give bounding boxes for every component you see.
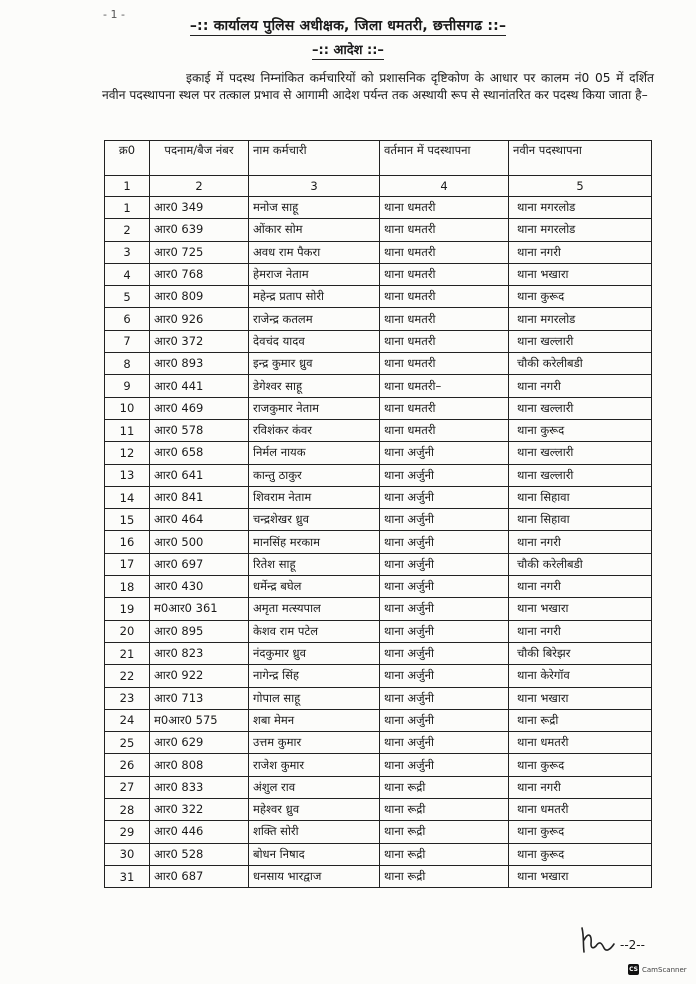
row-new-posting: थाना मगरलोड bbox=[509, 197, 652, 219]
row-employee-name: रितेश साहू bbox=[249, 553, 380, 575]
table-row bbox=[105, 375, 652, 397]
row-employee-name: केशव राम पटेल bbox=[249, 620, 380, 642]
row-employee-name: डेगेश्वर साहू bbox=[249, 375, 380, 397]
table-row bbox=[105, 263, 652, 285]
row-new-posting: थाना नगरी bbox=[509, 576, 652, 598]
row-current-posting: थाना अर्जुनी bbox=[380, 709, 509, 731]
row-current-posting: थाना रूद्री bbox=[380, 799, 509, 821]
table-row bbox=[105, 509, 652, 531]
table-row bbox=[105, 843, 652, 865]
page-continuation: --2-- bbox=[620, 938, 645, 952]
row-current-posting: थाना धमतरी bbox=[380, 330, 509, 352]
row-current-posting: थाना रूद्री bbox=[380, 865, 509, 887]
row-serial: 19 bbox=[105, 598, 150, 620]
row-employee-name: मनोज साहू bbox=[249, 197, 380, 219]
header-name: नाम कर्मचारी bbox=[249, 141, 380, 176]
order-title bbox=[0, 40, 696, 58]
row-serial: 13 bbox=[105, 464, 150, 486]
row-serial: 12 bbox=[105, 442, 150, 464]
row-employee-name: निर्मल नायक bbox=[249, 442, 380, 464]
row-employee-name: ओंकार सोम bbox=[249, 219, 380, 241]
row-serial: 6 bbox=[105, 308, 150, 330]
row-serial: 26 bbox=[105, 754, 150, 776]
header-badge: पदनाम/बैज नंबर bbox=[150, 141, 249, 176]
row-current-posting: थाना धमतरी bbox=[380, 263, 509, 285]
row-employee-name: शक्ति सोरी bbox=[249, 821, 380, 843]
row-current-posting: थाना धमतरी bbox=[380, 219, 509, 241]
row-badge: आर0 823 bbox=[150, 642, 249, 664]
row-new-posting: थाना खल्लारी bbox=[509, 330, 652, 352]
table-row bbox=[105, 442, 652, 464]
row-serial: 14 bbox=[105, 486, 150, 508]
row-current-posting: थाना धमतरी bbox=[380, 353, 509, 375]
row-employee-name: चन्द्रशेखर ध्रुव bbox=[249, 509, 380, 531]
row-new-posting: थाना खल्लारी bbox=[509, 442, 652, 464]
row-serial: 15 bbox=[105, 509, 150, 531]
row-badge: म0आर0 575 bbox=[150, 709, 249, 731]
row-badge: आर0 500 bbox=[150, 531, 249, 553]
row-badge: आर0 629 bbox=[150, 732, 249, 754]
row-current-posting: थाना धमतरी bbox=[380, 419, 509, 441]
row-badge: आर0 808 bbox=[150, 754, 249, 776]
row-new-posting: थाना नगरी bbox=[509, 375, 652, 397]
table-header-row bbox=[105, 141, 652, 176]
table-row bbox=[105, 286, 652, 308]
order-paragraph bbox=[102, 70, 654, 104]
order-paragraph-text: इकाई में पदस्थ निम्नांकित कर्मचारियों को प्रशासनिक दृष्टिकोण के आधार पर कालम नं0 05 में दर्शित नवीन पदस्थापना स्थल पर तत्काल प्रभाव से आगामी आदेश पर्यन्त तक अस्थायी रूप से स्थानांतरित कर पदस्थ किया जाता है– bbox=[102, 71, 654, 102]
row-badge: आर0 641 bbox=[150, 464, 249, 486]
table-row bbox=[105, 219, 652, 241]
row-new-posting: थाना कुरूद bbox=[509, 821, 652, 843]
row-employee-name: धनसाय भारद्वाज bbox=[249, 865, 380, 887]
row-badge: आर0 687 bbox=[150, 865, 249, 887]
column-number-row bbox=[105, 176, 652, 197]
row-new-posting: थाना कुरूद bbox=[509, 286, 652, 308]
row-serial: 8 bbox=[105, 353, 150, 375]
row-current-posting: थाना अर्जुनी bbox=[380, 665, 509, 687]
row-new-posting: थाना नगरी bbox=[509, 241, 652, 263]
scanner-label: CamScanner bbox=[642, 965, 687, 974]
row-serial: 29 bbox=[105, 821, 150, 843]
row-current-posting: थाना अर्जुनी bbox=[380, 620, 509, 642]
row-badge: आर0 922 bbox=[150, 665, 249, 687]
row-serial: 25 bbox=[105, 732, 150, 754]
page-mark: - 1 - bbox=[103, 8, 125, 21]
row-new-posting: थाना भखारा bbox=[509, 598, 652, 620]
table-row bbox=[105, 576, 652, 598]
row-current-posting: थाना रूद्री bbox=[380, 843, 509, 865]
row-badge: आर0 926 bbox=[150, 308, 249, 330]
table-row bbox=[105, 330, 652, 352]
row-employee-name: देवचंद यादव bbox=[249, 330, 380, 352]
row-current-posting: थाना अर्जुनी bbox=[380, 531, 509, 553]
table-row bbox=[105, 642, 652, 664]
table-row bbox=[105, 709, 652, 731]
row-employee-name: बोधन निषाद bbox=[249, 843, 380, 865]
table-row bbox=[105, 197, 652, 219]
row-new-posting: थाना खल्लारी bbox=[509, 397, 652, 419]
table-row bbox=[105, 464, 652, 486]
office-header-text: –:: कार्यालय पुलिस अधीक्षक, जिला धमतरी, छत्तीसगढ ::– bbox=[189, 18, 507, 34]
row-badge: आर0 833 bbox=[150, 776, 249, 798]
table-row bbox=[105, 241, 652, 263]
row-serial: 9 bbox=[105, 375, 150, 397]
column-number: 3 bbox=[249, 176, 380, 197]
row-employee-name: अवध राम पैकरा bbox=[249, 241, 380, 263]
row-current-posting: थाना धमतरी bbox=[380, 397, 509, 419]
row-current-posting: थाना अर्जुनी bbox=[380, 732, 509, 754]
row-badge: आर0 430 bbox=[150, 576, 249, 598]
row-current-posting: थाना अर्जुनी bbox=[380, 442, 509, 464]
table-row bbox=[105, 620, 652, 642]
row-serial: 16 bbox=[105, 531, 150, 553]
row-employee-name: शिवराम नेताम bbox=[249, 486, 380, 508]
table-row bbox=[105, 821, 652, 843]
row-new-posting: थाना नगरी bbox=[509, 776, 652, 798]
row-badge: आर0 725 bbox=[150, 241, 249, 263]
row-serial: 5 bbox=[105, 286, 150, 308]
row-new-posting: थाना सिहावा bbox=[509, 509, 652, 531]
row-badge: आर0 528 bbox=[150, 843, 249, 865]
row-current-posting: थाना अर्जुनी bbox=[380, 509, 509, 531]
table-body bbox=[105, 197, 652, 888]
row-new-posting: थाना कुरूद bbox=[509, 754, 652, 776]
row-new-posting: थाना धमतरी bbox=[509, 732, 652, 754]
row-current-posting: थाना अर्जुनी bbox=[380, 486, 509, 508]
header-serial: क्र0 bbox=[105, 141, 150, 176]
signature-mark bbox=[578, 922, 618, 956]
row-new-posting: थाना केरेगॉव bbox=[509, 665, 652, 687]
row-current-posting: थाना धमतरी bbox=[380, 241, 509, 263]
row-serial: 18 bbox=[105, 576, 150, 598]
table-row bbox=[105, 865, 652, 887]
row-badge: आर0 893 bbox=[150, 353, 249, 375]
row-badge: आर0 841 bbox=[150, 486, 249, 508]
row-serial: 30 bbox=[105, 843, 150, 865]
row-serial: 3 bbox=[105, 241, 150, 263]
table-row bbox=[105, 308, 652, 330]
row-serial: 28 bbox=[105, 799, 150, 821]
row-current-posting: थाना अर्जुनी bbox=[380, 464, 509, 486]
row-employee-name: शबा मेमन bbox=[249, 709, 380, 731]
row-serial: 23 bbox=[105, 687, 150, 709]
row-new-posting: थाना भखारा bbox=[509, 865, 652, 887]
row-badge: आर0 322 bbox=[150, 799, 249, 821]
row-current-posting: थाना धमतरी bbox=[380, 197, 509, 219]
table-row bbox=[105, 397, 652, 419]
row-badge: आर0 464 bbox=[150, 509, 249, 531]
table-row bbox=[105, 776, 652, 798]
row-current-posting: थाना अर्जुनी bbox=[380, 553, 509, 575]
row-badge: आर0 768 bbox=[150, 263, 249, 285]
row-serial: 11 bbox=[105, 419, 150, 441]
row-badge: आर0 349 bbox=[150, 197, 249, 219]
row-current-posting: थाना धमतरी bbox=[380, 286, 509, 308]
row-employee-name: रविशंकर कंवर bbox=[249, 419, 380, 441]
row-new-posting: थाना खल्लारी bbox=[509, 464, 652, 486]
row-new-posting: थाना मगरलोड bbox=[509, 308, 652, 330]
column-number: 2 bbox=[150, 176, 249, 197]
row-new-posting: थाना सिहावा bbox=[509, 486, 652, 508]
row-current-posting: थाना अर्जुनी bbox=[380, 576, 509, 598]
row-employee-name: महेन्द्र प्रताप सोरी bbox=[249, 286, 380, 308]
row-badge: आर0 895 bbox=[150, 620, 249, 642]
row-serial: 21 bbox=[105, 642, 150, 664]
row-new-posting: थाना धमतरी bbox=[509, 799, 652, 821]
row-employee-name: हेमराज नेताम bbox=[249, 263, 380, 285]
table-row bbox=[105, 419, 652, 441]
row-new-posting: थाना नगरी bbox=[509, 620, 652, 642]
row-current-posting: थाना अर्जुनी bbox=[380, 754, 509, 776]
row-employee-name: राजेन्द्र कतलम bbox=[249, 308, 380, 330]
row-employee-name: धर्मेन्द्र बघेल bbox=[249, 576, 380, 598]
row-current-posting: थाना रूद्री bbox=[380, 776, 509, 798]
row-new-posting: थाना नगरी bbox=[509, 531, 652, 553]
row-serial: 10 bbox=[105, 397, 150, 419]
row-badge: आर0 372 bbox=[150, 330, 249, 352]
table-row bbox=[105, 531, 652, 553]
row-employee-name: अंशुल राव bbox=[249, 776, 380, 798]
column-number: 1 bbox=[105, 176, 150, 197]
row-employee-name: महेश्वर ध्रुव bbox=[249, 799, 380, 821]
row-new-posting: थाना रूद्री bbox=[509, 709, 652, 731]
table-row bbox=[105, 754, 652, 776]
order-title-text: –:: आदेश ::– bbox=[312, 43, 384, 58]
camscanner-logo-icon: CS bbox=[629, 966, 638, 973]
row-serial: 1 bbox=[105, 197, 150, 219]
transfer-table bbox=[104, 140, 652, 888]
row-badge: आर0 713 bbox=[150, 687, 249, 709]
column-number: 4 bbox=[380, 176, 509, 197]
row-employee-name: अमृता मत्स्यपाल bbox=[249, 598, 380, 620]
table-row bbox=[105, 799, 652, 821]
row-serial: 31 bbox=[105, 865, 150, 887]
row-current-posting: थाना अर्जुनी bbox=[380, 598, 509, 620]
row-serial: 7 bbox=[105, 330, 150, 352]
row-serial: 27 bbox=[105, 776, 150, 798]
table-row bbox=[105, 353, 652, 375]
row-new-posting: थाना भखारा bbox=[509, 687, 652, 709]
row-employee-name: गोपाल साहू bbox=[249, 687, 380, 709]
row-current-posting: थाना रूद्री bbox=[380, 821, 509, 843]
header-current-posting: वर्तमान में पदस्थापना bbox=[380, 141, 509, 176]
row-badge: आर0 809 bbox=[150, 286, 249, 308]
row-current-posting: थाना धमतरी– bbox=[380, 375, 509, 397]
row-employee-name: मानसिंह मरकाम bbox=[249, 531, 380, 553]
row-employee-name: कान्तु ठाकुर bbox=[249, 464, 380, 486]
row-employee-name: इन्द्र कुमार ध्रुव bbox=[249, 353, 380, 375]
row-new-posting: चौकी बिरेझर bbox=[509, 642, 652, 664]
table-row bbox=[105, 732, 652, 754]
column-number: 5 bbox=[509, 176, 652, 197]
row-serial: 4 bbox=[105, 263, 150, 285]
scanner-watermark bbox=[628, 964, 687, 975]
row-new-posting: थाना कुरूद bbox=[509, 419, 652, 441]
row-badge: आर0 441 bbox=[150, 375, 249, 397]
row-badge: आर0 639 bbox=[150, 219, 249, 241]
table-row bbox=[105, 665, 652, 687]
row-current-posting: थाना अर्जुनी bbox=[380, 642, 509, 664]
table-row bbox=[105, 486, 652, 508]
row-serial: 22 bbox=[105, 665, 150, 687]
row-current-posting: थाना धमतरी bbox=[380, 308, 509, 330]
row-employee-name: राजकुमार नेताम bbox=[249, 397, 380, 419]
row-new-posting: थाना कुरूद bbox=[509, 843, 652, 865]
row-new-posting: थाना भखारा bbox=[509, 263, 652, 285]
row-employee-name: उत्तम कुमार bbox=[249, 732, 380, 754]
table-row bbox=[105, 598, 652, 620]
row-serial: 24 bbox=[105, 709, 150, 731]
header-new-posting: नवीन पदस्थापना bbox=[509, 141, 652, 176]
table-row bbox=[105, 553, 652, 575]
row-serial: 17 bbox=[105, 553, 150, 575]
row-new-posting: थाना मगरलोड bbox=[509, 219, 652, 241]
row-employee-name: नागेन्द्र सिंह bbox=[249, 665, 380, 687]
row-serial: 20 bbox=[105, 620, 150, 642]
row-badge: आर0 469 bbox=[150, 397, 249, 419]
row-badge: म0आर0 361 bbox=[150, 598, 249, 620]
row-badge: आर0 446 bbox=[150, 821, 249, 843]
row-badge: आर0 578 bbox=[150, 419, 249, 441]
row-new-posting: चौकी करेलीबडी bbox=[509, 553, 652, 575]
office-header bbox=[0, 16, 696, 35]
row-new-posting: चौकी करेलीबडी bbox=[509, 353, 652, 375]
row-badge: आर0 658 bbox=[150, 442, 249, 464]
row-employee-name: राजेश कुमार bbox=[249, 754, 380, 776]
table-row bbox=[105, 687, 652, 709]
row-employee-name: नंदकुमार ध्रुव bbox=[249, 642, 380, 664]
row-current-posting: थाना अर्जुनी bbox=[380, 687, 509, 709]
row-badge: आर0 697 bbox=[150, 553, 249, 575]
row-serial: 2 bbox=[105, 219, 150, 241]
